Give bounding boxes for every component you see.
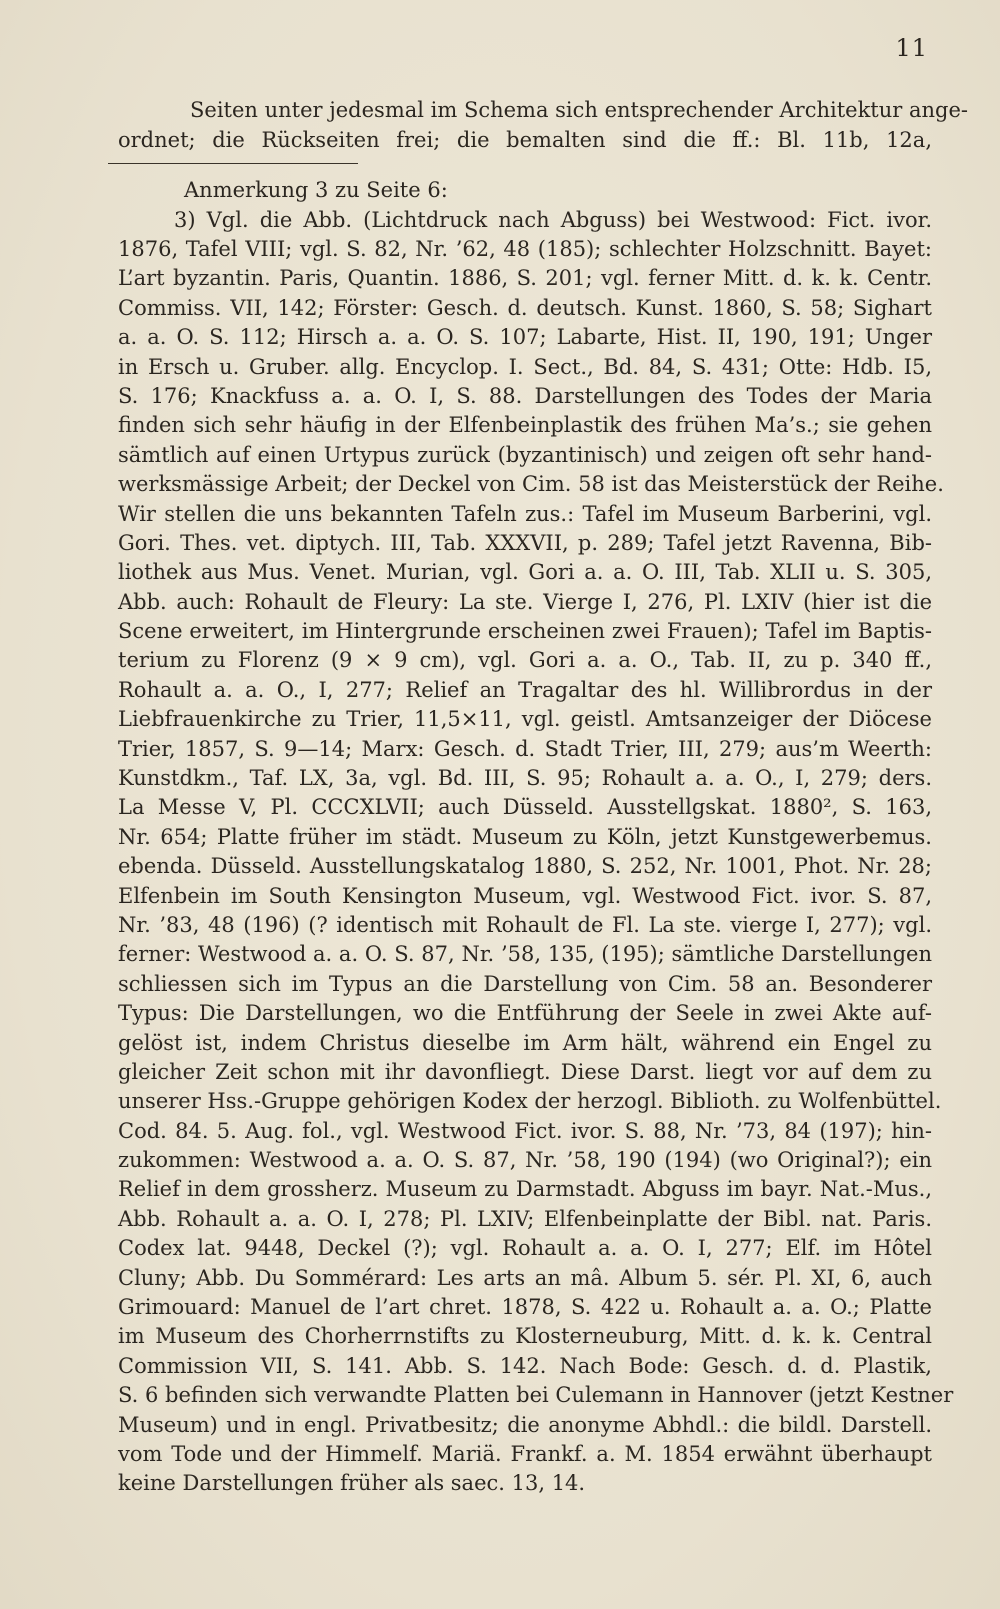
footnote-line: gelöst ist, indem Christus dieselbe im Arm hält, während ein Engel zu xyxy=(118,1030,932,1055)
footnote-line: 1876, Tafel VIII; vgl. S. 82, Nr. ’62, 48 (185); schlechter Holzschnitt. Bayet: xyxy=(118,236,932,261)
footnote-line: La Messe V, Pl. CCCXLVII; auch Düsseld. Ausstellgskat. 1880², S. 163, xyxy=(118,795,932,820)
footnote-line: L’art byzantin. Paris, Quantin. 1886, S. 201; vgl. ferner Mitt. d. k. k. Centr. xyxy=(118,266,932,291)
footnote-line: Cluny; Abb. Du Sommérard: Les arts an mâ. Album 5. sér. Pl. XI, 6, auch xyxy=(118,1265,932,1290)
footnote-line: Commission VII, S. 141. Abb. S. 142. Nach Bode: Gesch. d. d. Plastik, xyxy=(118,1353,932,1378)
footnote-line: Relief in dem grossherz. Museum zu Darmstadt. Abguss im bayr. Nat.-Mus., xyxy=(118,1177,932,1202)
body-line: Seiten unter jedesmal im Schema sich entsprechender Architektur ange- xyxy=(190,98,968,122)
footnote-line: Gori. Thes. vet. diptych. III, Tab. XXXVII, p. 289; Tafel jetzt Ravenna, Bib- xyxy=(118,530,932,555)
footnote-line: Nr. ’83, 48 (196) (? identisch mit Rohault de Fl. La ste. vierge I, 277); vgl. xyxy=(118,912,932,937)
footnote-line: a. a. O. S. 112; Hirsch a. a. O. S. 107; Labarte, Hist. II, 190, 191; Unger xyxy=(118,325,932,350)
footnote-line: terium zu Florenz (9 × 9 cm), vgl. Gori a. a. O., Tab. II, zu p. 340 ff., xyxy=(118,648,932,673)
footnote-line: Liebfrauenkirche zu Trier, 11,5×11, vgl. geistl. Amtsanzeiger der Diöcese xyxy=(118,707,932,732)
footnote-line: gleicher Zeit schon mit ihr davonfliegt. Diese Darst. liegt vor auf dem zu xyxy=(118,1059,932,1084)
footnote-lines xyxy=(118,206,954,1499)
body-line: ordnet; die Rückseiten frei; die bemalten sind die ff.: Bl. 11b, 12a, xyxy=(118,127,932,152)
footnote-line: Grimouard: Manuel de l’art chret. 1878, S. 422 u. Rohault a. a. O.; Platte xyxy=(118,1295,932,1320)
footnote-line: Scene erweitert, im Hintergrunde erscheinen zwei Frauen); Tafel im Baptis- xyxy=(118,619,932,644)
footnote-line: Typus: Die Darstellungen, wo die Entführung der Seele in zwei Akte auf- xyxy=(118,1001,932,1026)
footnote-line: ferner: Westwood a. a. O. S. 87, Nr. ’58, 135, (195); sämtliche Darstellungen xyxy=(118,942,932,967)
footnote-line: vom Tode und der Himmelf. Mariä. Frankf. a. M. 1854 erwähnt überhaupt xyxy=(118,1442,932,1466)
footnote-line: Nr. 654; Platte früher im städt. Museum zu Köln, jetzt Kunstgewerbemus. xyxy=(118,824,932,849)
footnote-line: schliessen sich im Typus an die Darstellung von Cim. 58 an. Besonderer xyxy=(118,971,932,996)
footnote-line: Abb. Rohault a. a. O. I, 278; Pl. LXIV; Elfenbeinplatte der Bibl. nat. Paris. xyxy=(118,1206,932,1231)
footnote-line: im Museum des Chorherrnstifts zu Klosterneuburg, Mitt. d. k. k. Central xyxy=(118,1324,932,1349)
main-text xyxy=(118,96,968,155)
footnote-line: finden sich sehr häufig in der Elfenbeinplastik des frühen Ma’s.; sie gehen xyxy=(118,413,932,438)
footnote-line: unserer Hss.-Gruppe gehörigen Kodex der herzogl. Biblioth. zu Wolfenbüttel. xyxy=(118,1089,942,1114)
footnote-divider xyxy=(108,163,358,164)
footnote-line: Cod. 84. 5. Aug. fol., vgl. Westwood Fict. ivor. S. 88, Nr. ’73, 84 (197); hin- xyxy=(118,1118,932,1143)
footnote-line: liothek aus Mus. Venet. Murian, vgl. Gori a. a. O. III, Tab. XLII u. S. 305, xyxy=(118,560,932,585)
footnote-line: werksmässige Arbeit; der Deckel von Cim. 58 ist das Meisterstück der Reihe. xyxy=(118,472,944,497)
footnote-line: sämtlich auf einen Urtypus zurück (byzantinisch) und zeigen oft sehr hand- xyxy=(118,442,932,467)
footnote-line: S. 6 befinden sich verwandte Platten bei Culemann in Hannover (jetzt Kestner xyxy=(118,1383,954,1408)
footnote-line: Trier, 1857, S. 9—14; Marx: Gesch. d. Stadt Trier, III, 279; aus’m Weerth: xyxy=(118,736,932,761)
footnote-line: ebenda. Düsseld. Ausstellungskatalog 1880, S. 252, Nr. 1001, Phot. Nr. 28; xyxy=(118,854,932,879)
footnote-line: keine Darstellungen früher als saec. 13, 14. xyxy=(118,1471,586,1496)
footnote-line: Commiss. VII, 142; Förster: Gesch. d. deutsch. Kunst. 1860, S. 58; Sighart xyxy=(118,295,932,320)
footnote-line: 3) Vgl. die Abb. (Lichtdruck nach Abguss) bei Westwood: Fict. ivor. xyxy=(174,207,932,232)
footnote-line: in Ersch u. Gruber. allg. Encyclop. I. Sect., Bd. 84, S. 431; Otte: Hdb. I5, xyxy=(118,354,932,379)
footnote-line: Abb. auch: Rohault de Fleury: La ste. Vierge I, 276, Pl. LXIV (hier ist die xyxy=(118,589,932,614)
page-number: 11 xyxy=(895,34,928,62)
footnote-line: zukommen: Westwood a. a. O. S. 87, Nr. ’58, 190 (194) (wo Original?); ein xyxy=(118,1148,932,1173)
footnote-line: Elfenbein im South Kensington Museum, vgl. Westwood Fict. ivor. S. 87, xyxy=(118,883,932,908)
footnote-line: Codex lat. 9448, Deckel (?); vgl. Rohault a. a. O. I, 277; Elf. im Hôtel xyxy=(118,1236,932,1261)
footnote-line: Kunstdkm., Taf. LX, 3a, vgl. Bd. III, S. 95; Rohault a. a. O., I, 279; ders. xyxy=(118,766,932,791)
footnote-line: Museum) und in engl. Privatbesitz; die anonyme Abhdl.: die bildl. Darstell. xyxy=(118,1412,932,1437)
footnote-line: Rohault a. a. O., I, 277; Relief an Tragaltar des hl. Willibrordus in der xyxy=(118,677,932,702)
footnote xyxy=(118,176,954,1499)
footnote-line: S. 176; Knackfuss a. a. O. I, S. 88. Darstellungen des Todes der Maria xyxy=(118,383,932,408)
footnote-line: Wir stellen die uns bekannten Tafeln zus.: Tafel im Museum Barberini, vgl. xyxy=(118,501,932,526)
footnote-heading: Anmerkung 3 zu Seite 6: xyxy=(184,178,448,202)
